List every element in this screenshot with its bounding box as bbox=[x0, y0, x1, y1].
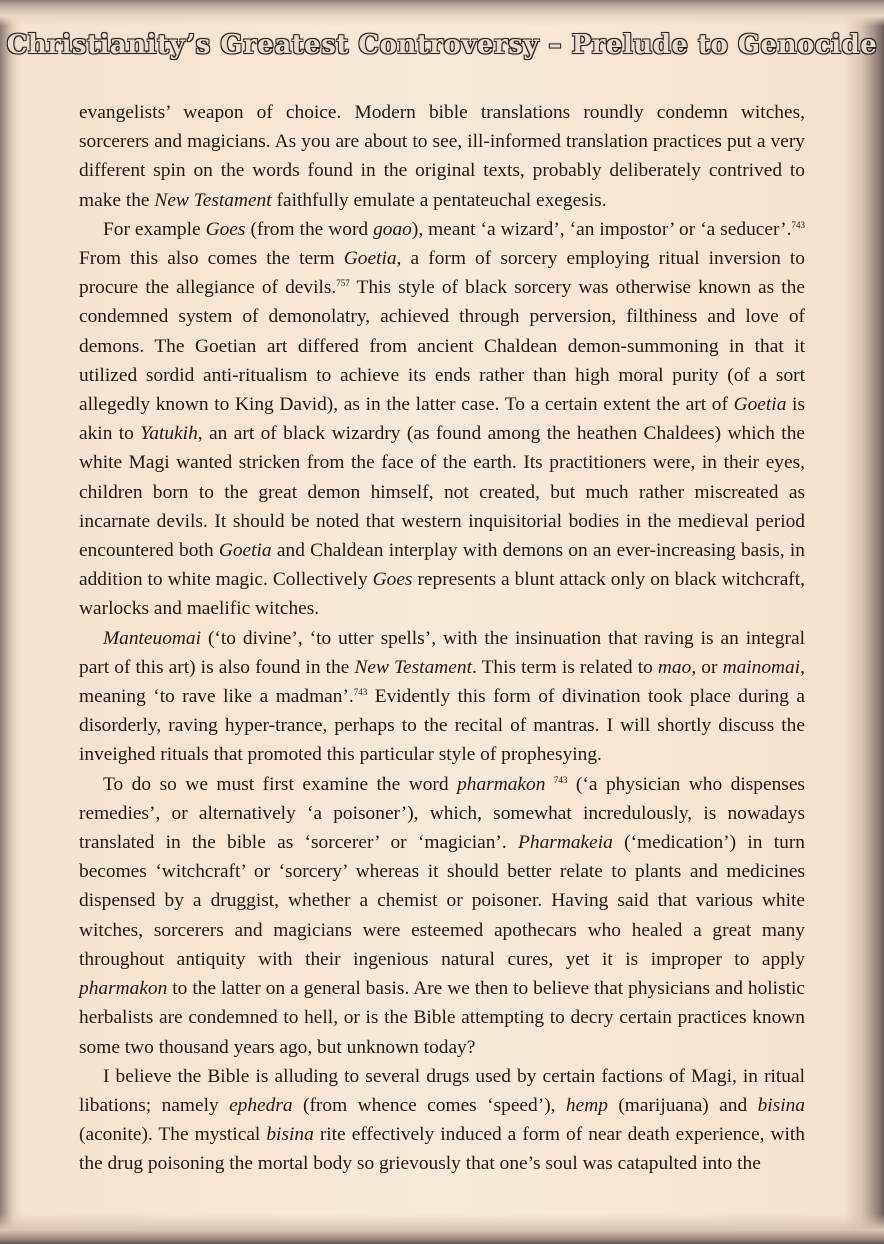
italic-term: ephedra bbox=[229, 1094, 293, 1116]
text-run: and Chaldean interplay with demons on an ever-increasing basis, in addition to white magic. Collectively bbox=[79, 540, 805, 591]
italic-term: bisina bbox=[266, 1124, 314, 1146]
italic-term: pharmakon bbox=[457, 773, 546, 795]
text-run: I believe the Bible is alluding to several drugs used by certain factions of Magi, in ritual libations; namely bbox=[79, 1065, 805, 1116]
italic-term: goao bbox=[373, 218, 412, 240]
text-run bbox=[545, 774, 554, 795]
italic-term: mao bbox=[657, 656, 692, 678]
italic-term: pharmakon bbox=[79, 978, 168, 1000]
footnote-ref: 743 bbox=[791, 219, 805, 230]
text-run: (‘a physician who dispenses remedies’, or alternatively ‘a poisoner’), which, somewhat incredulously, is nowadays translated in the bible as ‘sorcerer’ or ‘magician’. bbox=[79, 773, 805, 854]
text-run: Evidently this form of divination took place during a disorderly, raving hyper-trance, perhaps to the recital of mantras. I will shortly discuss the inveighed rituals that promoted this particular style of prophesying. bbox=[79, 686, 806, 766]
text-run: To do so we must first examine the word bbox=[103, 773, 458, 795]
italic-term: New Testament bbox=[354, 656, 472, 678]
italic-term: Yatukih bbox=[140, 423, 198, 445]
italic-term: Goetia bbox=[733, 394, 787, 416]
italic-term: New Testament bbox=[154, 189, 272, 211]
text-run: For example bbox=[103, 218, 206, 240]
text-run: (from whence comes ‘speed’), bbox=[292, 1094, 566, 1116]
italic-term: Goes bbox=[205, 218, 246, 240]
text-run: evangelists’ weapon of choice. Modern bible translations roundly condemn witches, sorcerers and magicians. As you are about to see, ill-informed translation practices put a very different spin on the words found in the original texts, probably deliberately contrived to make the bbox=[79, 102, 805, 211]
text-run: represents a blunt attack only on black witchcraft, warlocks and maelific witches. bbox=[79, 569, 805, 620]
italic-term: Goes bbox=[372, 569, 413, 591]
text-run: (from the word bbox=[245, 218, 374, 240]
italic-term: mainomai bbox=[722, 656, 801, 678]
footnote-ref: 743 bbox=[353, 687, 368, 698]
text-run: , an art of black wizardry (as found among the heathen Chaldees) which the white Magi wanted stricken from the face of the earth. Its practitioners were, in their eyes, children born to the great demon himself, not created, but much rather miscreated as incarnate devils. It should be noted that western inquisitorial bodies in the medieval period encountered both bbox=[79, 423, 805, 562]
text-run: , a form of sorcery employing ritual inversion to procure the allegiance of devils. bbox=[79, 248, 805, 299]
text-run: (‘medication’) in turn becomes ‘witchcraft’ or ‘sorcery’ whereas it should better relate to plants and medicines dispensed by a druggist, whether a chemist or poisoner. Having said that various white witches, sorcerers and magicians were esteemed apothecars who healed a great many throughout antiquity with their ingenious natural cures, yet it is improper to apply bbox=[79, 832, 805, 970]
text-run: rite effectively induced a form of near death experience, with the drug poisoning the mortal body so grievously that one’s soul was catapulted into the bbox=[79, 1124, 805, 1175]
text-run: From this also comes the term bbox=[79, 248, 344, 270]
italic-term: Manteuomai bbox=[103, 627, 202, 649]
page-top-edge bbox=[0, 0, 884, 26]
text-run: This style of black sorcery was otherwise known as the condemned system of demonolatry, achieved through perversion, filthiness and love of demons. The Goetian art differed from ancient Chaldean demon-summoning in that it utilized sordid anti-ritualism to achieve its ends rather than high moral purity (of a sort allegedly known to King David), as in the latter case. To a certain extent the art of bbox=[79, 277, 805, 416]
running-header: Christianity’s Greatest Controversy – Prelude to Genocide bbox=[6, 30, 878, 60]
text-run: , or bbox=[691, 656, 723, 678]
italic-term: Goetia bbox=[343, 248, 397, 270]
page-bottom-edge bbox=[0, 1214, 884, 1244]
italic-term: hemp bbox=[565, 1094, 608, 1116]
footnote-ref: 757 bbox=[336, 278, 350, 289]
paragraph-4 bbox=[79, 770, 805, 1062]
paragraph-3 bbox=[79, 624, 805, 770]
body-text bbox=[79, 98, 805, 1179]
text-run: (‘to divine’, ‘to utter spells’, with the insinuation that raving is an integral part of this art) is also found in the bbox=[79, 627, 805, 678]
text-run: is akin to bbox=[79, 394, 805, 445]
italic-term: bisina bbox=[757, 1094, 805, 1116]
footnote-ref: 743 bbox=[553, 774, 568, 785]
text-run: ), meant ‘a wizard’, ‘an impostor’ or ‘a seducer’. bbox=[411, 218, 792, 240]
paragraph-5 bbox=[79, 1062, 805, 1179]
paragraph-1 bbox=[79, 98, 805, 215]
text-run: (marijuana) and bbox=[607, 1094, 758, 1116]
text-run: to the latter on a general basis. Are we then to believe that physicians and holistic herbalists are condemned to hell, or is the Bible attempting to decry certain practices known some two thousand years ago, but unknown today? bbox=[79, 978, 805, 1058]
text-run: . This term is related to bbox=[471, 656, 658, 678]
italic-term: Pharmakeia bbox=[518, 832, 613, 854]
text-run: faithfully emulate a pentateuchal exegesis. bbox=[271, 189, 607, 211]
italic-term: Goetia bbox=[218, 540, 272, 562]
paragraph-2 bbox=[79, 215, 805, 624]
text-run: (aconite). The mystical bbox=[79, 1124, 267, 1146]
text-run: , meaning ‘to rave like a madman’. bbox=[79, 656, 805, 708]
